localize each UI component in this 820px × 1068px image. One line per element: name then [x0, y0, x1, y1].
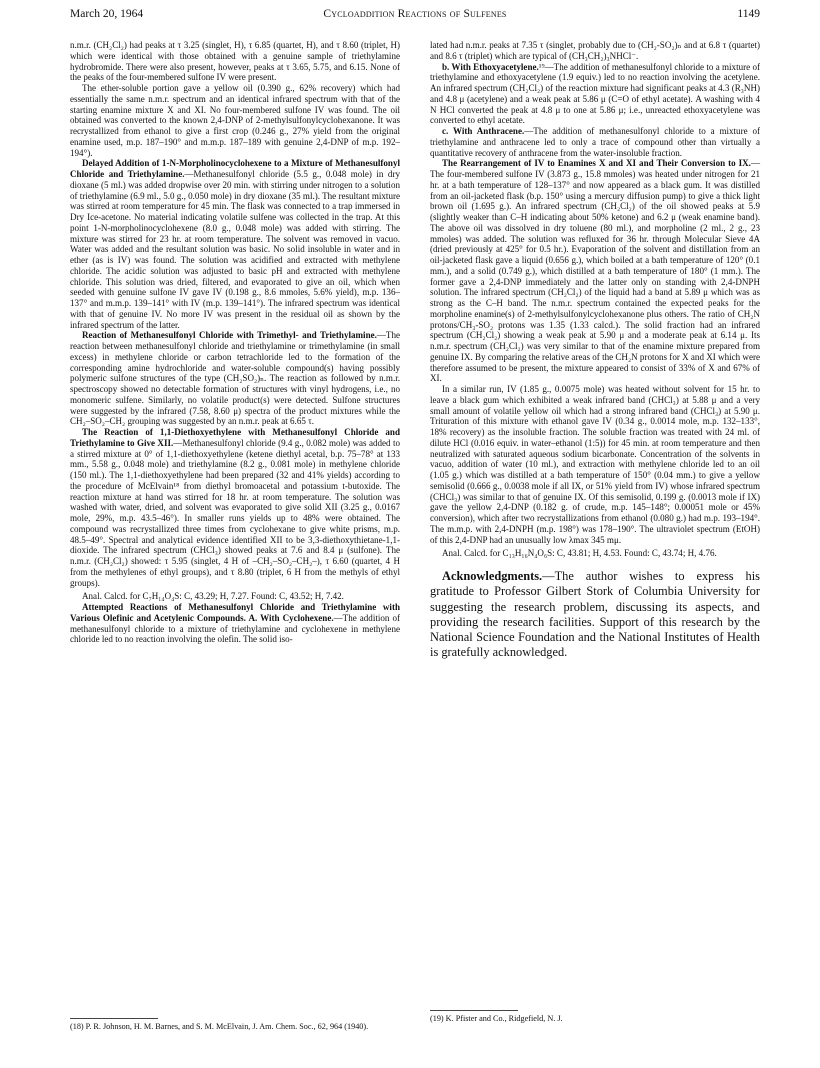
right-paragraph-text-5: Anal. Calcd. for C₁₃H₁₆N₄O₆S: C, 43.81; H, 4.53. Found: C, 43.74; H, 4.76. — [442, 548, 717, 559]
left-paragraph-text-1: The ether-soluble portion gave a yellow oil (0.390 g., 62% recovery) which had essentially the same n.m.r. spectrum and an identical infrared spectrum with that of the starting enamine mixture X and XI. No four-membered sulfone IV was found. The oil obtained was converted to the known 2,4-DNP of 2-methylsulfonylcyclohexanone. It was recrystallized from ethanol to give a first crop (0.246 g., 27% yield from the original enamine used, m.p. 187–190° and m.m.p. 187–189 with genuine 2,4-DNP of m.p. 192–194°). — [70, 83, 400, 158]
footnote-19: (19) K. Pfister and Co., Ridgefield, N. J. — [430, 1014, 563, 1023]
header-date: March 20, 1964 — [70, 8, 144, 20]
footnote-18: (18) P. R. Johnson, H. M. Barnes, and S. M. McElvain, J. Am. Chem. Soc., 62, 964 (1940). — [70, 1022, 369, 1031]
left-paragraph-5 — [70, 591, 400, 602]
left-paragraph-text-3: —The reaction between methanesulfonyl chloride and triethylamine or trimethylamine (in small excess) in methylene chloride or carbon tetrachloride led to the formation of the corresponding amine hydrochloride and water-soluble compound(s) having possibly polymeric sulfone structures of the type (CH₂SO₂)ₙ. The reaction as followed by n.m.r. spectroscopy showed no detectable formation of structures with vinyl hydrogens, i.e., no monomeric sulfene. Similarly, no volatile product(s) were detected. Sulfone structures were suggested by the infrared (7.58, 8.60 μ) spectra of the product mixtures while the CH₂–SO₂–CH₂ grouping was suggested by an n.m.r. peak at 6.65 τ. — [70, 330, 400, 427]
footnote-rule — [430, 1010, 518, 1011]
right-paragraph-text-1: ¹⁹—The addition of methanesulfonyl chloride to a mixture of triethylamine and ethoxyacetylene (1.9 equiv.) led to no reaction involving the acetylene. An infrared spectrum (CH₂Cl₂) of the reaction mixture had significant peaks at 4.3 (R₃NH) and 4.8 μ (acetylene) and a weak peak at 5.86 μ (C=O of ethyl acetate). A washing with 4 N HCl converted the peak at 4.8 μ to one at 5.86 μ; i.e., unreacted ethoxyacetylene was converted to ethyl acetate. — [430, 61, 760, 126]
right-paragraph-text-3: —The four-membered sulfone IV (3.873 g., 15.8 mmoles) was heated under nitrogen for 21 hr. at a bath temperature of 128–137° and now appeared as a black gum. It was distilled from an oil-jacketed flask (b.p. 150° using a mercury diffusion pump) to give a thick light brown oil (1.695 g.). An infrared spectrum (CH₂Cl₂) of the oil showed peaks at 5.9 (slightly weaker than C–H indicating about 50% ketone) and 6.2 μ (weak enamine band). The above oil was dissolved in dry toluene (80 ml.), and morpholine (2 ml., 2 g., 23 mmoles) was added. The solution was refluxed for 36 hr. through Molecular Sieve 4A (dried previously at 425° for 0.5 hr.). Evaporation of the solvent and distillation from an oil-jacketed flask gave a liquid (0.656 g.), which boiled at a bath temperature of 120° (0.1 mm.), and a solid (0.749 g.), which distilled at a bath temperature of 180° (1 mm.). The former gave a 2,4-DNP immediately and the latter only on standing with 2,4-DNPH solution. The infrared spectrum (CH₂Cl₂) of the liquid had a band at 5.89 μ which was as strong as the C–H band. The n.m.r. spectrum contained the expected peaks for the morpholine enamine(s) of 2-methylsulfonylcyclohexanone plus others. The ratio of CH₂N protons/CH₃-SO₂ protons was 1.35 (1.33 calcd.). The solid fraction had an infrared spectrum (CH₂Cl₂) showing a weak peak at 5.90 μ and a moderate peak at 6.14 μ. Its n.m.r. spectrum (CH₂Cl₂) was very similar to that of the enamine mixture prepared from genuine IX. By comparing the relative areas of the CH₂N protons for X and XI which were therefore assumed to be present, the mixture appeared to consist of 33% of X and 67% of XI. — [430, 158, 760, 384]
left-paragraph-text-5: Anal. Calcd. for C₇H₁₄O₄S: C, 43.29; H, 7.27. Found: C, 43.52; H, 7.42. — [82, 591, 344, 602]
left-paragraph-heading-3: Reaction of Methanesulfonyl Chloride with Trimethyl- and Triethylamine. — [82, 330, 377, 341]
acknowledgments-text: —The author wishes to express his gratitude to Professor Gilbert Stork of Columbia University for suggesting the research problem, discussing its aspects, and providing the research facilities. Support of this research by the National Science Foundation and the National Institutes of Health is gratefully acknowledged. — [430, 569, 760, 660]
left-paragraph-6 — [70, 602, 400, 645]
left-paragraph-3 — [70, 330, 400, 427]
right-paragraph-heading-3: The Rearrangement of IV to Enamines X and XI and Their Conversion to IX. — [442, 158, 751, 169]
right-paragraph-1 — [430, 62, 760, 127]
left-paragraph-0 — [70, 40, 400, 83]
left-paragraph-text-6: —The addition of methanesulfonyl chloride to a mixture of triethylamine and cyclohexene in methylene chloride led to no reaction involving the olefin. The solid iso- — [70, 612, 400, 645]
left-paragraph-4 — [70, 427, 400, 588]
right-paragraph-heading-2: c. With Anthracene. — [442, 126, 525, 136]
left-paragraph-heading-2: Delayed Addition of 1-N-Morpholinocyclohexene to a Mixture of Methanesulfonyl Chloride and Triethylamine. — [70, 158, 400, 179]
right-paragraph-3 — [430, 158, 760, 384]
right-paragraph-4 — [430, 384, 760, 545]
left-paragraph-1 — [70, 83, 400, 158]
right-paragraph-2 — [430, 126, 760, 158]
right-column — [430, 40, 760, 661]
left-paragraph-heading-4: The Reaction of 1,1-Diethoxyethylene with Methanesulfonyl Chloride and Triethylamine to Give XII. — [70, 427, 400, 448]
right-paragraph-heading-1: b. With Ethoxyacetylene. — [442, 61, 539, 72]
left-paragraph-text-4: —Methanesulfonyl chloride (9.4 g., 0.082 mole) was added to a stirred mixture at 0° of 1,1-diethoxyethylene (ketene diethyl acetal, b.p. 75–78° at 133 mm., 5.58 g., 0.048 mole) and triethylamine (8.2 g., 0.081 mole) in methylene chloride (150 ml.). The 1,1-diethoxyethylene had been prepared (32 and 41% yields) according to the procedure of McElvain¹⁸ from diethyl bromoacetal and potassium t-butoxide. The reaction mixture at hand was stirred for 18 hr. at room temperature. The solution was washed with water, dried, and solvent was evaporated to give solid XII (3.25 g., 0.0167 mole, 29%, m.p. 43.5–46°). In smaller runs yields up to 48% were obtained. The compound was recrystallized three times from cyclohexane to give white prisms, m.p. 48.5–49°. Spectral and analytical evidence identified XII to be 3,3-diethoxythietane-1,1-dioxide. The infrared spectrum (CHCl₃) showed peaks at 7.6 and 8.4 μ (sulfone). The n.m.r. (CH₂Cl₂) showed: τ 5.95 (singlet, 4 H of –CH₂–SO₂–CH₂–), τ 6.60 (quartet, 4 H from the methylenes of ethyl groups), and τ 8.80 (triplet, 6 H from the methyls of ethyl groups). — [70, 437, 401, 588]
header-page-number: 1149 — [737, 8, 760, 20]
footnotes-right — [430, 1010, 760, 1024]
footnote-rule — [70, 1018, 158, 1019]
left-paragraph-2 — [70, 158, 400, 330]
right-paragraph-text-0: lated had n.m.r. peaks at 7.35 τ (singlet, probably due to (CH₂-SO₂)ₙ and at 6.8 τ (quartet) and 8.6 τ (triplet) which are typical of (CH₃CH₂)₃NHCl⁻. — [430, 40, 760, 61]
page-header — [70, 8, 760, 28]
header-running-title: Cycloaddition Reactions of Sulfenes — [323, 8, 507, 20]
right-paragraph-0 — [430, 40, 760, 62]
left-column — [70, 40, 400, 645]
footnotes-left — [70, 1018, 400, 1032]
acknowledgments-heading: Acknowledgments. — [442, 569, 543, 583]
left-paragraph-heading-6: Attempted Reactions of Methanesulfonyl Chloride and Triethylamine with Various Olefinic and Acetylenic Compounds. A. With Cyclohexene. — [70, 602, 400, 623]
acknowledgments — [430, 569, 760, 661]
right-paragraph-text-4: In a similar run, IV (1.85 g., 0.0075 mole) was heated without solvent for 15 hr. to leave a black gum which exhibited a weak infrared band (CHCl₃) at 5.88 μ and a very small amount of volatile yellow oil which had a strong infrared band (CHCl₃) at 5.90 μ. Trituration of this mixture with ethanol gave IV (0.34 g., 0.0014 mole, m.p. 132–133°, 18% recovery) as the insoluble fraction. The soluble fraction was treated with 24 ml. of dilute HCl (0.016 equiv. in water–ethanol (1:5)) for 45 min. at room temperature and then neutralized with saturated aqueous sodium bicarbonate. Concentration of the solvents in vacuo, addition of water (10 ml.), and extraction with methylene chloride led to an oil (1.05 g.) which was distilled at a bath temperature of 150° (0.04 mm.) to give a yellow semisolid (0.666 g., 0.0038 mole if all IX, or 51% yield from IV) whose infrared spectrum (CHCl₃) was similar to that of genuine IX. Of this semisolid, 0.199 g. (0.0013 mole if IX) gave the yellow 2,4-DNP (0.182 g. of crude, m.p. 145–148°; 0.00051 mole or 45% conversion), which after two recrystallizations from ethanol (0.080 g.) had m.p. 193–194°. The m.m.p. with 2,4-DNPH (m.p. 198°) was 178–190°. The ultraviolet spectrum (EtOH) of this 2,4-DNP had an unusually low λmax 345 mμ. — [430, 384, 760, 545]
right-paragraph-text-2: —The addition of methanesulfonyl chloride to a mixture of triethylamine and anthracene led to only a trace of compound other than virtually a quantitative recovery of anthracene from the water-insoluble fraction. — [430, 126, 760, 158]
left-paragraph-text-2: —Methanesulfonyl chloride (5.5 g., 0.048 mole) in dry dioxane (5 ml.) was added dropwise over 20 min. with stirring under nitrogen to a solution of triethylamine (6.9 ml., 5.0 g., 0.050 mole) in dry dioxane (35 ml.). The resultant mixture was stirred at room temperature for 45 min. The flask was connected to a trap immersed in Dry Ice-acetone. No material indicating volatile sulfene was collected in the trap. At this point 1-N-morpholinocyclohexene (8.0 g., 0.048 mole) was added with stirring. The mixture was stirred for 23 hr. at room temperature. The solvent was removed in vacuo. Water was added and the resultant solution was basic. No solid insoluble in water and in ether (as is IV) was found. The solution was acidified and extracted with methylene chloride. The acidic solution was adjusted to basic pH and extracted with methylene chloride. This solution was dried, filtered, and evaporated to give an oil, which when seeded with genuine sulfone IV gave IV (0.198 g., 8.6 mmoles, 5.6% yield), m.p. 136–137° and m.m.p. 139–141° with IV (m.p. 139–141°). The infrared spectrum was identical with that of genuine IV. No more IV was present in the residual oil as shown by the infrared spectrum of the latter. — [70, 169, 400, 330]
left-paragraph-text-0: n.m.r. (CH₂Cl₂) had peaks at τ 3.25 (singlet, H), τ 6.85 (quartet, H), and τ 8.60 (triplet, H) which were identical with those obtained with a genuine sample of triethylamine hydrobromide. There were also present, however, peaks at τ 3.65, 5.75, and 6.15. None of the peaks of the four-membered sulfone IV were present. — [70, 40, 400, 83]
right-paragraph-5 — [430, 548, 760, 559]
